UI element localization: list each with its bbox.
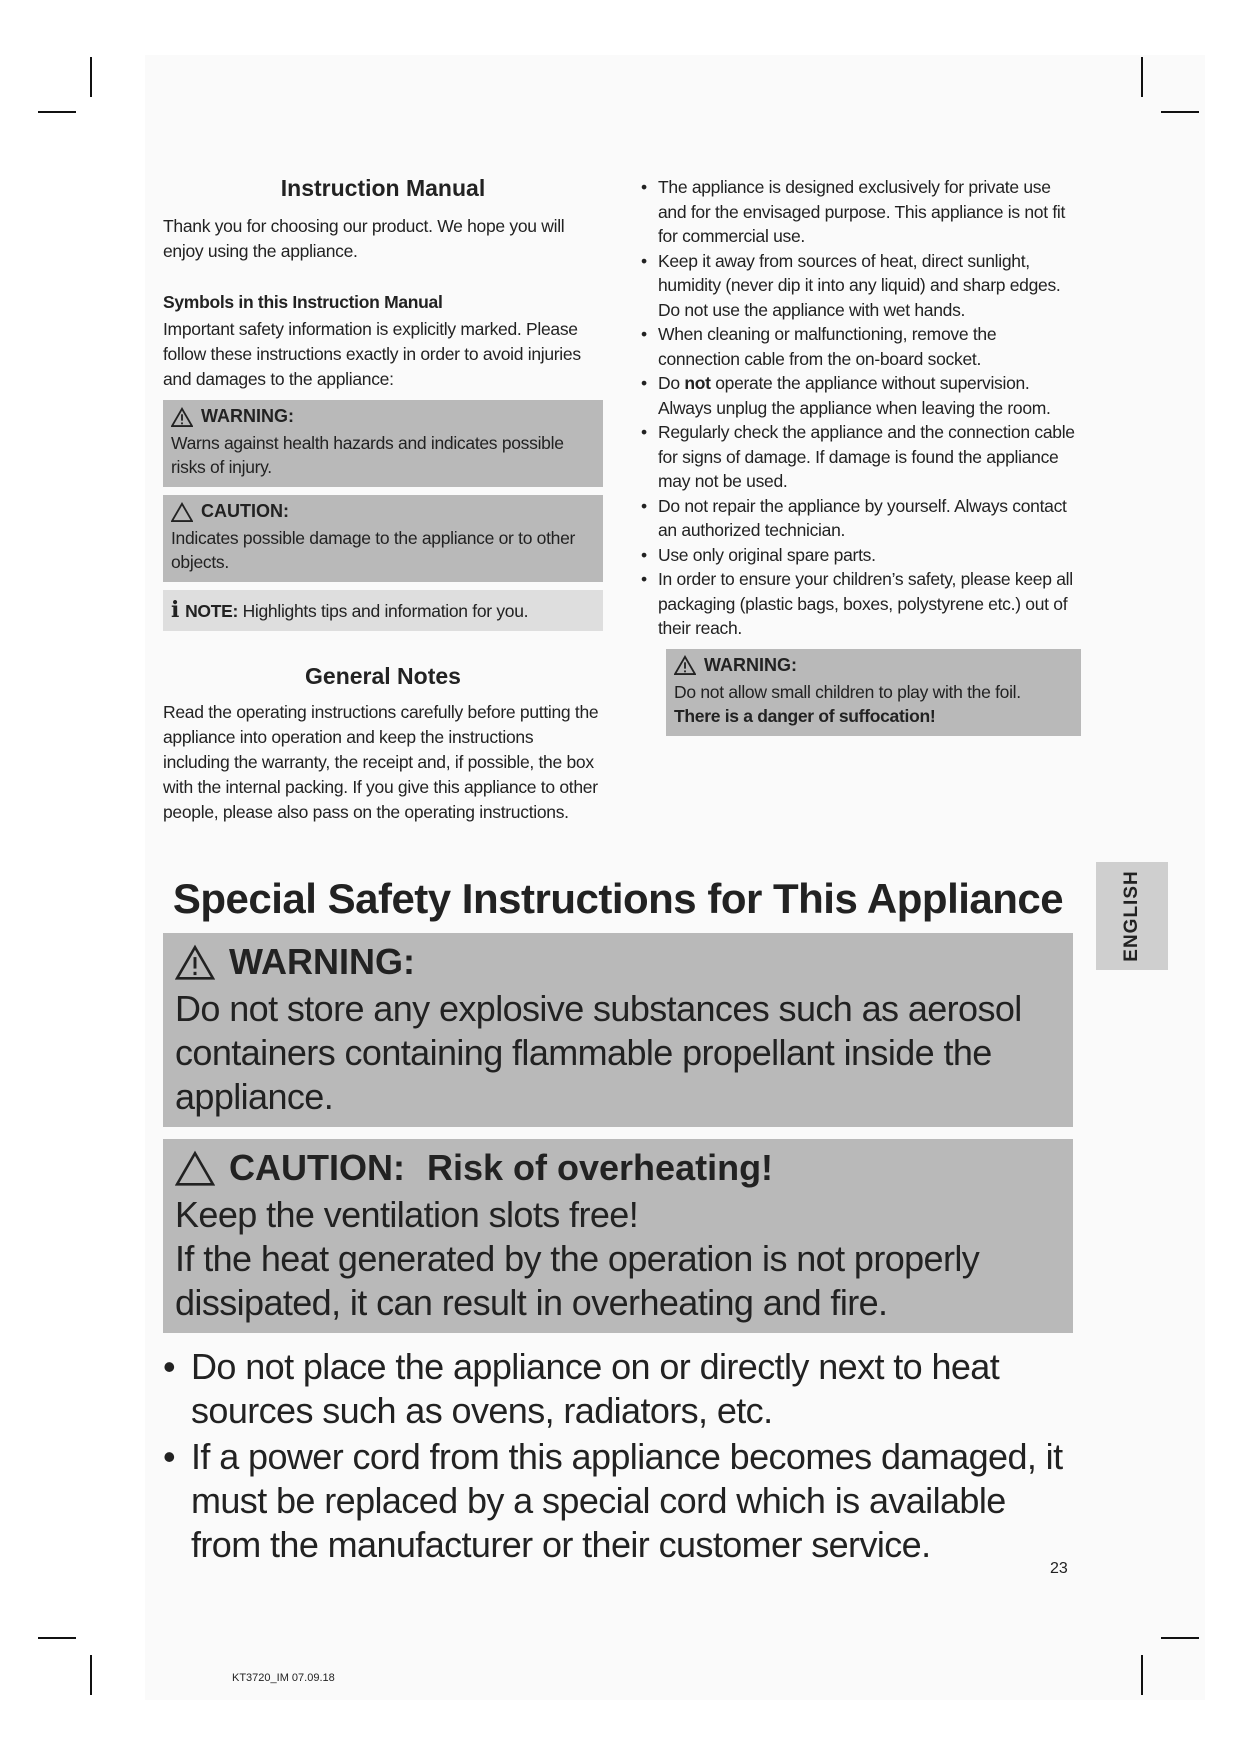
caution-icon (175, 1150, 215, 1186)
symbols-heading: Symbols in this Instruction Manual (163, 292, 443, 312)
supervision-bold: not (684, 373, 711, 393)
ventilation-text: Keep the ventilation slots free! (175, 1194, 639, 1235)
list-item: • If a power cord from this appliance becomes damaged, it must be replaced by a special cord which is available from the manufacturer or their customer service. (163, 1435, 1073, 1567)
caution-icon (171, 502, 193, 522)
warning-label: WARNING: (229, 941, 415, 982)
left-column (163, 175, 603, 825)
crop-mark (1161, 1637, 1199, 1639)
foil-warning-text: Do not allow small children to play with the foil. (674, 681, 1021, 702)
list-item: • Regularly check the appliance and the connection cable for signs of damage. If damage is found the appliance may not be used. (636, 420, 1081, 494)
crop-mark (90, 57, 92, 97)
intro-text: Thank you for choosing our product. We hope you will enjoy using the appliance. (163, 216, 565, 261)
crop-mark (90, 1655, 92, 1695)
list-item: • Use only original spare parts. (636, 543, 1081, 568)
warning-label: WARNING: (201, 406, 294, 426)
supervision-pre: Do (658, 373, 680, 393)
general-notes-text: Read the operating instructions carefully before putting the appliance into operation and keep the instructions including the warranty, the receipt and, if possible, the box with the internal packing. If you give this appliance to other people, please also pass on the operating instructions. (163, 702, 599, 822)
caution-title: Risk of overheating! (426, 1147, 774, 1188)
list-item: • The appliance is designed exclusively for private use and for the envisaged purpose. This appliance is not fit for commercial use. (636, 175, 1081, 249)
warning-icon (175, 944, 215, 980)
language-tab (1096, 862, 1168, 970)
list-item (636, 371, 1081, 420)
caution-label: CAUTION: (229, 1147, 405, 1188)
note-label: NOTE: (185, 601, 239, 621)
warning-icon (171, 407, 193, 427)
note-text: Highlights tips and information for you. (242, 601, 529, 621)
page-number: 23 (1050, 1560, 1068, 1577)
foil-warning-box (666, 649, 1081, 736)
explosive-warning-text: Do not store any explosive substances such as aerosol containers containing flammable propellant inside the appliance. (175, 988, 1022, 1117)
supervision-post: operate the appliance without supervision. Always unplug the appliance when leaving the room. (658, 373, 1051, 418)
list-item: • Do not place the appliance on or directly next to heat sources such as ovens, radiators, etc. (163, 1345, 1073, 1433)
caution-symbol-box (163, 495, 603, 582)
crop-mark (1141, 57, 1143, 97)
caution-label: CAUTION: (201, 501, 289, 521)
list-item: • Do not repair the appliance by yourself. Always contact an authorized technician. (636, 494, 1081, 543)
note-symbol-box (163, 590, 603, 631)
crop-mark (1141, 1655, 1143, 1695)
special-safety-title: Special Safety Instructions for This Appliance (172, 875, 1064, 922)
explosive-warning-box (163, 933, 1073, 1127)
symbols-text: Important safety information is explicitly marked. Please follow these instructions exactly in order to avoid injuries and damages to the appliance: (163, 319, 581, 389)
instruction-manual-title: Instruction Manual (280, 175, 486, 201)
list-item: • In order to ensure your children’s safety, please keep all packaging (plastic bags, boxes, polystyrene etc.) out of their reach. (636, 567, 1081, 641)
warning-icon (674, 655, 696, 675)
list-item: • Keep it away from sources of heat, direct sunlight, humidity (never dip it into any liquid) and sharp edges. Do not use the appliance with wet hands. (636, 249, 1081, 323)
language-label: ENGLISH (1121, 870, 1142, 962)
overheating-caution-box (163, 1139, 1073, 1333)
caution-text: Indicates possible damage to the appliance or to other objects. (171, 528, 576, 572)
crop-mark (1161, 111, 1199, 113)
right-column (636, 175, 1081, 736)
crop-mark (38, 1637, 76, 1639)
warning-text: Warns against health hazards and indicates possible risks of injury. (171, 433, 564, 477)
footer-code: KT3720_IM 07.09.18 (232, 1672, 335, 1684)
general-notes-title: General Notes (305, 663, 461, 689)
special-safety-section (163, 875, 1073, 1569)
list-item: • When cleaning or malfunctioning, remove the connection cable from the on-board socket. (636, 322, 1081, 371)
warning-symbol-box (163, 400, 603, 487)
crop-mark (38, 111, 76, 113)
overheating-text: If the heat generated by the operation is not properly dissipated, it can result in overheating and fire. (175, 1238, 980, 1323)
warning-label: WARNING: (704, 654, 797, 675)
info-icon: i (171, 597, 180, 623)
suffocation-warning: There is a danger of suffocation! (674, 705, 936, 726)
